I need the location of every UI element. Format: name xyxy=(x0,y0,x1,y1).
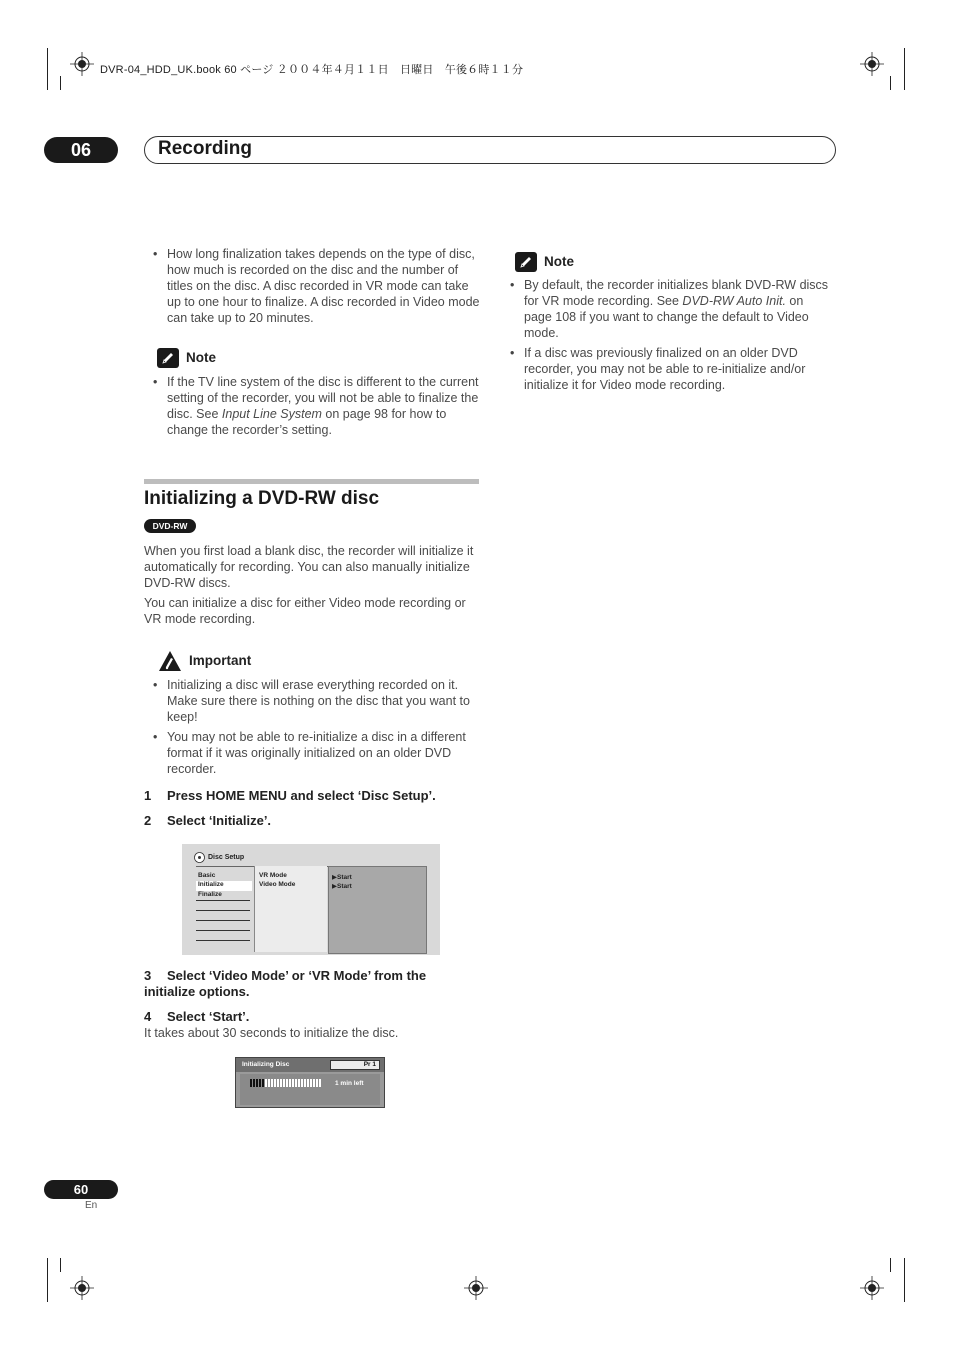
options-column xyxy=(254,866,327,952)
important-heading: Important xyxy=(158,650,480,672)
step-4: 4 Select ‘Start’. xyxy=(144,1009,250,1024)
registration-mark-icon xyxy=(70,1276,94,1300)
section-title: Initializing a DVD-RW disc xyxy=(144,488,380,509)
tab-finalize[interactable]: Finalize xyxy=(198,891,222,898)
list-item: • Initializing a disc will erase everything recorded on it. Make sure there is nothing on the disc that you want to keep! xyxy=(144,677,480,725)
tab-basic[interactable]: Basic xyxy=(198,872,216,879)
registration-mark-icon xyxy=(464,1276,488,1300)
progress-segment-empty xyxy=(310,1079,312,1087)
list-item: • By default, the recorder initializes blank DVD-RW discs for VR mode recording. See DVD-RW Auto Init. on page 108 if you want to change the default to Video mode. xyxy=(501,277,833,341)
important-bullets xyxy=(144,677,480,781)
progress-segment-empty xyxy=(265,1079,267,1087)
progress-segment-empty xyxy=(319,1079,321,1087)
chapter-number: 06 xyxy=(44,137,118,163)
important-box xyxy=(158,650,480,672)
option-video-mode[interactable]: Video Mode xyxy=(259,881,296,888)
progress-segment-empty xyxy=(283,1079,285,1087)
crop-mark xyxy=(904,1258,905,1302)
progress-segment-filled xyxy=(256,1079,258,1087)
print-header: DVR-04_HDD_UK.book 60 ページ ２００４年４月１１日 日曜日 午後６時１１分 xyxy=(100,64,524,76)
progress-segment-empty xyxy=(313,1079,315,1087)
pencil-icon xyxy=(515,252,537,272)
progress-segment-empty xyxy=(289,1079,291,1087)
progress-segment-empty xyxy=(280,1079,282,1087)
progress-segment-empty xyxy=(295,1079,297,1087)
crop-mark xyxy=(890,1258,891,1272)
time-left: 1 min left xyxy=(335,1080,364,1087)
option-vr-mode[interactable]: VR Mode xyxy=(259,872,287,879)
list-item: • You may not be able to re-initialize a disc in a different format if it was originally initialized on an older DVD recorder. xyxy=(144,729,480,777)
crop-mark xyxy=(60,1258,61,1272)
right-note-bullets xyxy=(501,277,833,397)
progress-segment-empty xyxy=(268,1079,270,1087)
intro-bullets xyxy=(144,246,480,330)
list-item: • How long finalization takes depends on the type of disc, how much is recorded on the disc and the number of titles on the disc. A disc recorded in VR mode can take up to one hour to finalize. A disc recorded in Video mode can take up to 20 minutes. xyxy=(144,246,480,326)
actions-column xyxy=(328,866,427,954)
disc-setup-screen xyxy=(182,844,440,955)
note-bullets xyxy=(144,374,480,442)
right-note-box xyxy=(515,252,833,272)
crop-mark xyxy=(890,76,891,90)
crop-mark xyxy=(47,48,48,90)
progress-segment-empty xyxy=(274,1079,276,1087)
list-item: • If the TV line system of the disc is different to the current setting of the recorder, you will not be able to finalize the disc. See Input Line System on page 98 for how to change the recorder’s setting. xyxy=(144,374,480,438)
progress-segment-empty xyxy=(307,1079,309,1087)
start-button[interactable]: ▶Start xyxy=(332,883,352,890)
progress-segment-empty xyxy=(298,1079,300,1087)
crop-mark xyxy=(60,76,61,90)
progress-segment-filled xyxy=(262,1079,264,1087)
progress-segment-filled xyxy=(250,1079,252,1087)
section-body xyxy=(144,543,480,627)
initializing-screen xyxy=(235,1057,385,1108)
progress-segment-empty xyxy=(277,1079,279,1087)
paragraph: When you first load a blank disc, the recorder will initialize it automatically for recording. You can also manually initialize DVD-RW discs. xyxy=(144,544,474,590)
start-button[interactable]: ▶Start xyxy=(332,874,352,881)
progress-segment-filled xyxy=(253,1079,255,1087)
disc-setup-tabs xyxy=(196,870,252,952)
page-language: En xyxy=(85,1200,98,1211)
initializing-title: Initializing Disc xyxy=(242,1061,290,1068)
registration-mark-icon xyxy=(70,52,94,76)
warning-icon xyxy=(158,650,182,672)
disc-setup-title: Disc Setup xyxy=(194,852,244,863)
paragraph: You can initialize a disc for either Video mode recording or VR mode recording. xyxy=(144,596,466,626)
progress-segment-empty xyxy=(271,1079,273,1087)
progress-segment-filled xyxy=(259,1079,261,1087)
tab-initialize[interactable]: Initialize xyxy=(198,881,224,888)
registration-mark-icon xyxy=(860,52,884,76)
chapter-title: Recording xyxy=(158,138,252,159)
note-heading: Note xyxy=(515,252,833,272)
progress-segment-empty xyxy=(301,1079,303,1087)
progress-bar xyxy=(250,1079,322,1087)
channel-indicator: Pr 1 xyxy=(330,1060,380,1070)
step-3: 3 Select ‘Video Mode’ or ‘VR Mode’ from the initialize options. xyxy=(144,968,427,999)
disc-icon xyxy=(194,852,205,863)
disc-type-badge: DVD-RW xyxy=(144,519,196,533)
progress-segment-empty xyxy=(292,1079,294,1087)
pencil-icon xyxy=(157,348,179,368)
progress-segment-empty xyxy=(316,1079,318,1087)
note-heading: Note xyxy=(157,348,480,368)
progress-segment-empty xyxy=(304,1079,306,1087)
progress-segment-empty xyxy=(286,1079,288,1087)
page-number: 60 xyxy=(44,1180,118,1199)
step-2: 2 Select ‘Initialize’. xyxy=(144,813,272,828)
play-arrow-icon: ▶ xyxy=(332,883,337,890)
crop-mark xyxy=(47,1258,48,1302)
play-arrow-icon: ▶ xyxy=(332,874,337,881)
step-4-detail: It takes about 30 seconds to initialize the disc. xyxy=(144,1026,399,1040)
note-box xyxy=(157,348,480,368)
step-1: 1 Press HOME MENU and select ‘Disc Setup’. xyxy=(144,788,436,803)
list-item: • If a disc was previously finalized on an older DVD recorder, you may not be able to re-initialize and/or initialize it for Video mode recording. xyxy=(501,345,833,393)
registration-mark-icon xyxy=(860,1276,884,1300)
section-rule xyxy=(144,479,479,484)
crop-mark xyxy=(904,48,905,90)
